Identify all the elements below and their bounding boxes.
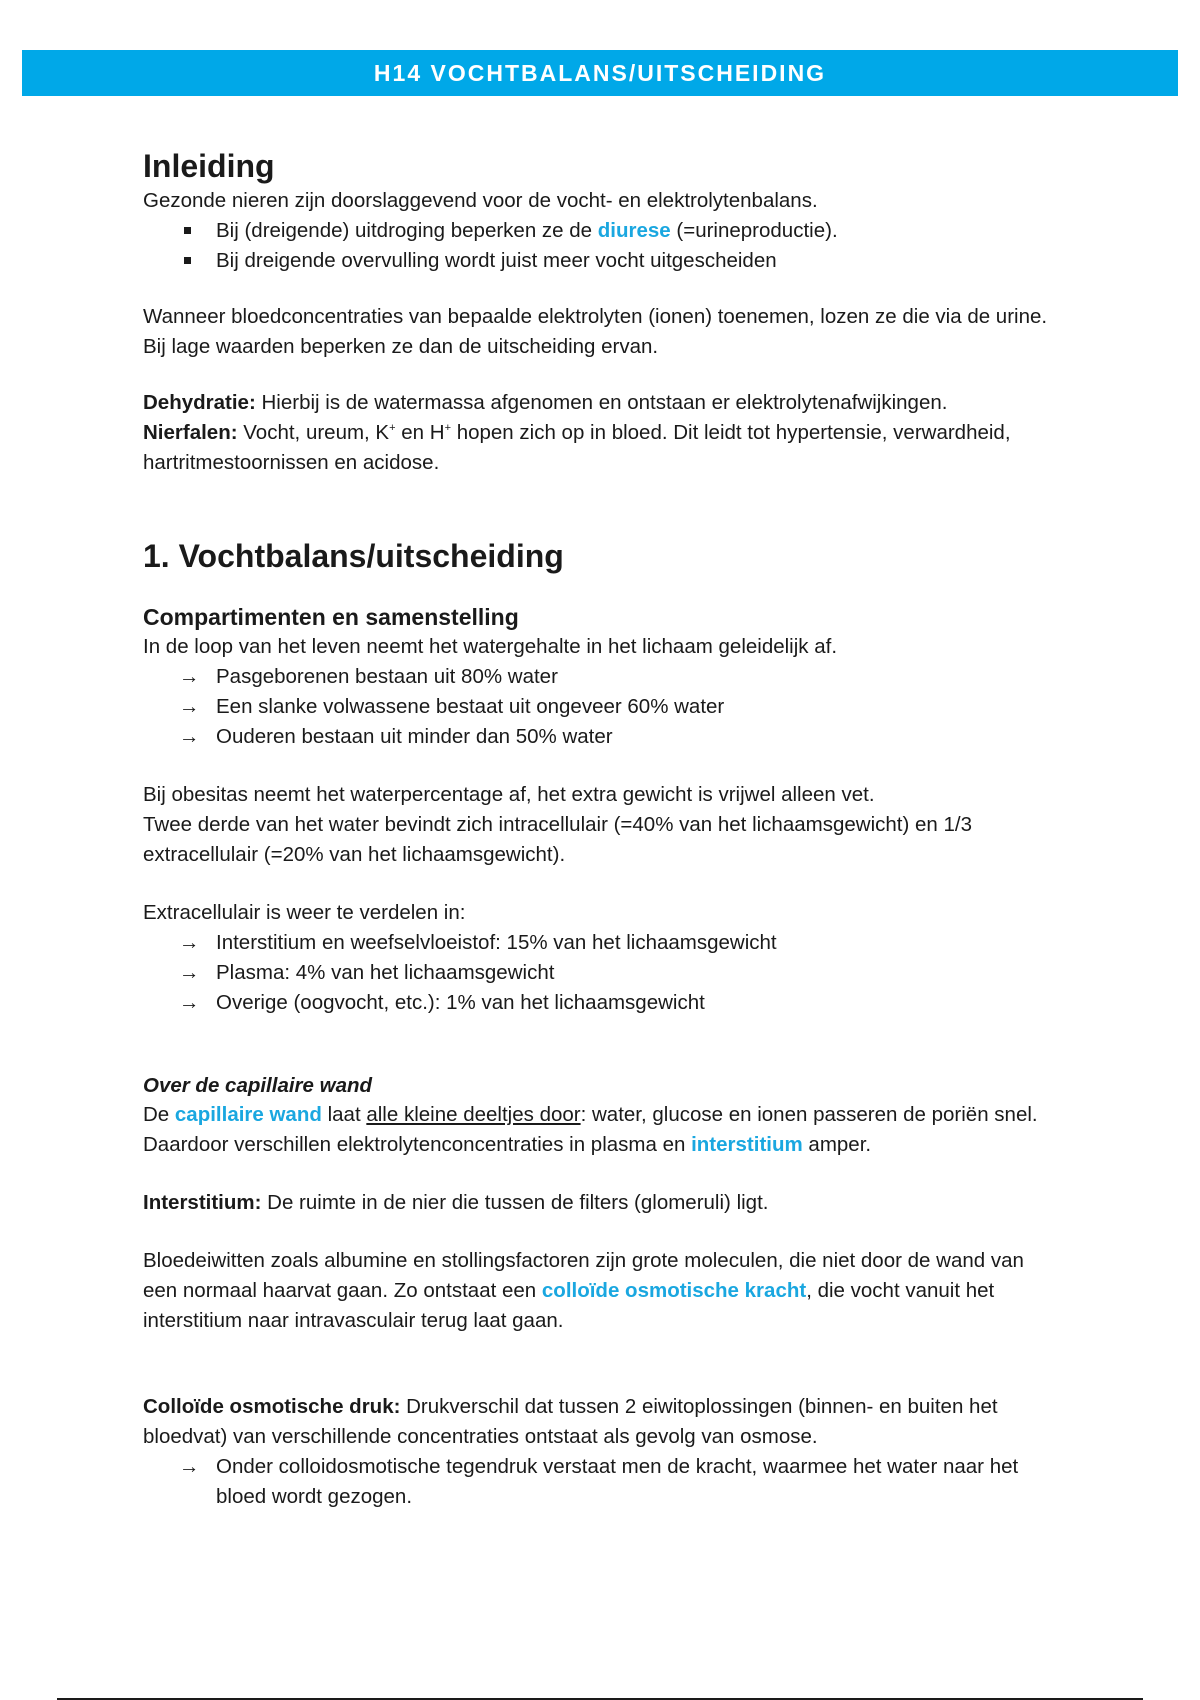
extracellulair-lead: Extracellulair is weer te verdelen in: bbox=[143, 901, 466, 924]
intro-paragraph: Wanneer bloedconcentraties van bepaalde elektrolyten (ionen) toenemen, lozen ze die via de urine. Bij lage waarden beperken ze dan de uitscheiding ervan. bbox=[143, 305, 1048, 358]
heading-section-1: 1. Vochtbalans/uitscheiding bbox=[143, 538, 564, 574]
subheading-capillaire-wand: Over de capillaire wand bbox=[143, 1074, 373, 1097]
arrow-right-icon: → bbox=[179, 695, 200, 718]
obesitas-text: Bij obesitas neemt het waterpercentage af, het extra gewicht is vrijwel alleen vet. bbox=[143, 783, 875, 806]
list-item: → Interstitium en weefselvloeistof: 15% van het lichaamsgewicht bbox=[143, 928, 1063, 958]
druk-list bbox=[143, 1452, 1063, 1512]
arrow-right-icon: → bbox=[179, 725, 200, 748]
list-item: → Pasgeborenen bestaan uit 80% water bbox=[143, 662, 1063, 692]
page-header-banner bbox=[22, 50, 1178, 96]
arrow-right-icon: → bbox=[179, 961, 200, 984]
term-diurese: diurese bbox=[597, 219, 671, 242]
term-colloide-osmotische-kracht: colloïde osmotische kracht bbox=[541, 1279, 807, 1302]
subheading-compartimenten: Compartimenten en samenstelling bbox=[143, 604, 519, 630]
arrow-right-icon: → bbox=[179, 1455, 200, 1478]
arrow-right-icon: → bbox=[179, 991, 200, 1014]
definition-colloide-osmotische-druk: Colloïde osmotische druk: Drukverschil dat tussen 2 eiwitoplossingen (binnen- en buiten het bloedvat) van verschillende concentraties ontstaat als gevolg van osmose. bbox=[143, 1395, 998, 1448]
tweederde-text: Twee derde van het water bevindt zich intracellulair (=40% van het lichaamsgewicht) en 1/3 extracellulair (=20% van het lichaamsgewicht). bbox=[143, 813, 972, 866]
list-item: → Overige (oogvocht, etc.): 1% van het lichaamsgewicht bbox=[143, 988, 1063, 1018]
definition-interstitium: Interstitium: De ruimte in de nier die tussen de filters (glomeruli) ligt. bbox=[143, 1191, 769, 1214]
intro-lead: Gezonde nieren zijn doorslaggevend voor de vocht- en elektrolytenbalans. bbox=[143, 189, 818, 212]
square-bullet-icon bbox=[184, 227, 191, 234]
arrow-right-icon: → bbox=[179, 931, 200, 954]
definition-nierfalen: Nierfalen: Vocht, ureum, K+ en H+ hopen zich op in bloed. Dit leidt tot hypertensie, verwardheid, hartritmestoornissen en acidose. bbox=[143, 421, 1011, 474]
list-item: Bij (dreigende) uitdroging beperken ze de diurese (=urineproductie). bbox=[143, 216, 1063, 246]
square-bullet-icon bbox=[184, 257, 191, 264]
capillaire-wand-text: De capillaire wand laat alle kleine deeltjes door: water, glucose en ionen passeren de poriën snel. Daardoor verschillen elektrolytenconcentraties in plasma en interstitium amper. bbox=[143, 1103, 1038, 1156]
term-interstitium: interstitium bbox=[691, 1133, 803, 1156]
list-item: → Onder colloidosmotische tegendruk verstaat men de kracht, waarmee het water naar het bloed wordt gezogen. bbox=[143, 1452, 1063, 1512]
water-list bbox=[143, 662, 1063, 752]
page-header-title: H14 VOCHTBALANS/UITSCHEIDING bbox=[373, 60, 827, 86]
list-item: Bij dreigende overvulling wordt juist meer vocht uitgescheiden bbox=[143, 246, 1063, 276]
list-item: → Ouderen bestaan uit minder dan 50% water bbox=[143, 722, 1063, 752]
term-capillaire-wand: capillaire wand bbox=[174, 1103, 322, 1126]
extracellulair-list bbox=[143, 928, 1063, 1018]
list-item: → Plasma: 4% van het lichaamsgewicht bbox=[143, 958, 1063, 988]
document-body bbox=[143, 146, 1063, 1512]
heading-inleiding: Inleiding bbox=[143, 148, 275, 184]
compartimenten-lead: In de loop van het leven neemt het watergehalte in het lichaam geleidelijk af. bbox=[143, 635, 838, 658]
bloedeiwitten-text: Bloedeiwitten zoals albumine en stollingsfactoren zijn grote moleculen, die niet door de wand van een normaal haarvat gaan. Zo ontstaat een colloïde osmotische kracht, die vocht vanuit het interstitium naar intravasculair terug laat gaan. bbox=[143, 1249, 1024, 1332]
definition-dehydratie: Dehydratie: Hierbij is de watermassa afgenomen en ontstaan er elektrolytenafwijkingen. bbox=[143, 391, 948, 414]
intro-bullet-list bbox=[143, 216, 1063, 276]
arrow-right-icon: → bbox=[179, 665, 200, 688]
list-item: → Een slanke volwassene bestaat uit ongeveer 60% water bbox=[143, 692, 1063, 722]
